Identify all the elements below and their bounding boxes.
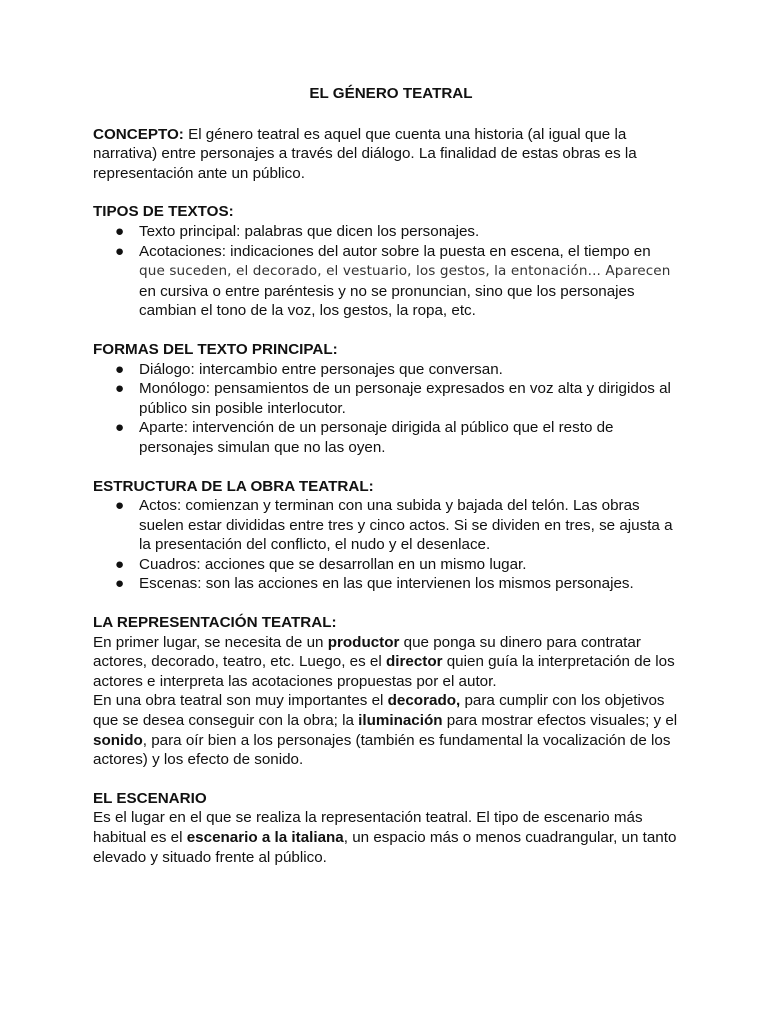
representacion-paragraph-2: [93, 691, 683, 769]
tipos-heading: TIPOS DE TEXTOS:: [93, 203, 234, 221]
estructura-list: [93, 496, 683, 594]
list-item-text: Acotaciones: indicaciones del autor sobre la puesta en escena, el tiempo en: [139, 242, 651, 260]
text-run: , para oír bien a los personajes (también es fundamental la vocalización de los actores) y los efecto de sonido.: [93, 731, 671, 769]
section-representacion: [93, 613, 683, 770]
bold-term: productor: [327, 633, 400, 651]
list-item-text: Cuadros: acciones que se desarrollan en un mismo lugar.: [139, 555, 527, 573]
list-item-text: Diálogo: intercambio entre personajes que conversan.: [139, 360, 503, 378]
text-run: para mostrar efectos visuales; y el: [442, 712, 678, 730]
list-item-text: Texto principal: palabras que dicen los personajes.: [139, 222, 480, 240]
list-item: [93, 555, 683, 575]
tipos-list: [93, 222, 683, 321]
text-run: quien guía la interpretación de los actores e interpreta las acotaciones propuestas por el autor.: [93, 653, 675, 690]
bullet-icon: ●: [115, 575, 125, 593]
list-item: [93, 379, 683, 418]
list-item: [93, 242, 683, 321]
section-escenario: [93, 789, 683, 867]
bold-term: director: [385, 653, 443, 671]
list-item: [93, 496, 683, 555]
list-item-text: Aparte: intervención de un personaje dirigida al público que el resto de personajes simulan que no las oyen.: [139, 419, 614, 456]
list-item-text: Actos: comienzan y terminan con una subida y bajada del telón. Las obras suelen estar divididas entre tres y cinco actos. Si se dividen en tres, se ajusta a la presentación del conflicto, el nudo y el desenlace.: [139, 497, 673, 554]
bold-term: escenario a la italiana: [186, 829, 344, 846]
list-item-text: en cursiva o entre paréntesis y no se pronuncian, sino que los personajes cambian el tono de la voz, los gestos, la ropa, etc.: [139, 282, 635, 320]
concepto-text: El género teatral es aquel que cuenta una historia (al igual que la narrativa) entre personajes a través del diálogo. La finalidad de estas obras es la representación ante un público.: [93, 125, 637, 182]
list-item: [93, 574, 683, 594]
list-item-text-alt: que suceden, el decorado, el vestuario, los gestos, la entonación... Aparecen: [139, 263, 671, 280]
representacion-heading: LA REPRESENTACIÓN TEATRAL:: [93, 614, 337, 632]
document-body: [93, 84, 683, 886]
bullet-icon: ●: [115, 380, 125, 398]
document-title: EL GÉNERO TEATRAL: [309, 85, 473, 102]
bold-term: sonido: [93, 731, 143, 749]
representacion-paragraph-1: [93, 633, 683, 692]
concepto-paragraph: [93, 125, 683, 184]
bullet-icon: ●: [115, 419, 125, 437]
section-concepto: [93, 125, 683, 184]
text-run: para cumplir con los objetivos que se desea conseguir con la obra; la: [93, 692, 665, 730]
list-item-text: Escenas: son las acciones en las que intervienen los mismos personajes.: [139, 575, 634, 593]
list-item-text: Monólogo: pensamientos de un personaje expresados en voz alta y dirigidos al público sin posible interlocutor.: [139, 380, 671, 417]
bullet-icon: ●: [115, 242, 125, 260]
bold-term: iluminación: [358, 712, 443, 730]
formas-heading: FORMAS DEL TEXTO PRINCIPAL:: [93, 340, 338, 358]
section-estructura: [93, 477, 683, 595]
text-run: Es el lugar en el que se realiza la representación teatral. El tipo de escenario más habitual es el: [93, 809, 643, 846]
estructura-heading: ESTRUCTURA DE LA OBRA TEATRAL:: [93, 477, 374, 495]
text-run: En primer lugar, se necesita de un: [93, 633, 328, 651]
list-item: [93, 222, 683, 242]
text-run: , un espacio más o menos cuadrangular, un tanto elevado y situado frente al público.: [93, 829, 677, 866]
concepto-label: CONCEPTO:: [93, 125, 184, 143]
bullet-icon: ●: [115, 222, 125, 240]
text-run: En una obra teatral son muy importantes el: [93, 692, 388, 710]
formas-list: [93, 360, 683, 458]
list-item: [93, 418, 683, 457]
list-item: [93, 360, 683, 380]
text-run: que ponga su dinero para contratar actores, decorado, teatro, etc. Luego, es el: [93, 633, 641, 671]
section-formas: [93, 340, 683, 458]
bullet-icon: ●: [115, 360, 125, 378]
bold-term: decorado,: [387, 692, 461, 710]
escenario-heading: EL ESCENARIO: [93, 789, 207, 807]
bullet-icon: ●: [115, 497, 125, 515]
escenario-paragraph: [93, 808, 683, 867]
section-tipos: [93, 202, 683, 321]
bullet-icon: ●: [115, 555, 125, 573]
